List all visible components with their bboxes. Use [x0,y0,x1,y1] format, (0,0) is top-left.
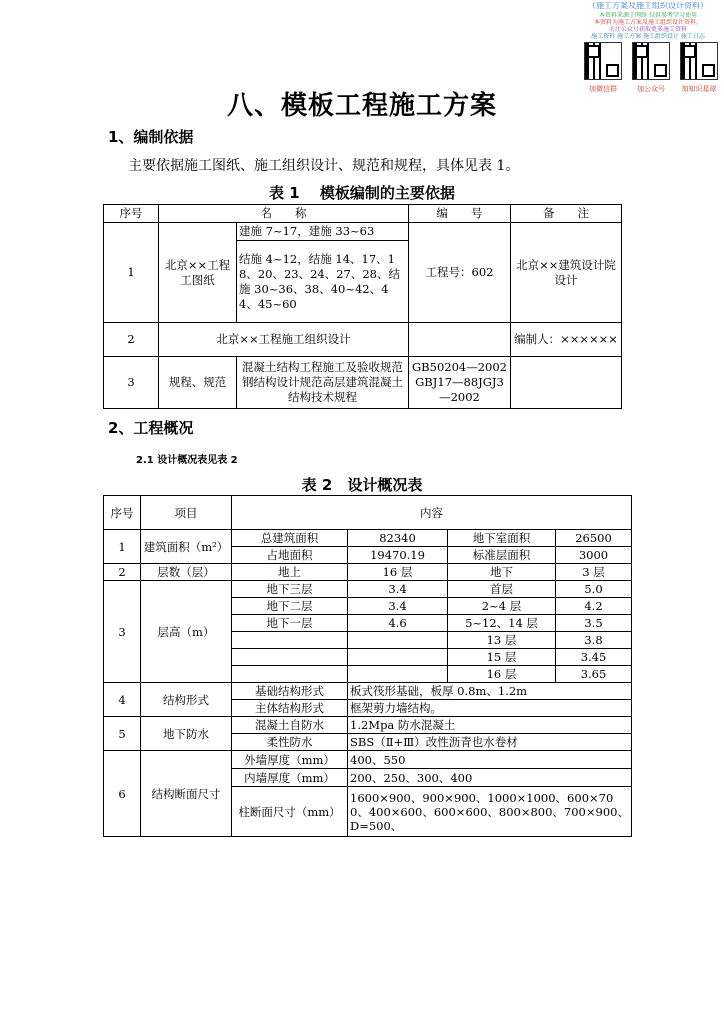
cell [232,649,348,666]
watermark-line: 本资料来源于网络 仅供参考学习使用 [599,12,697,19]
cell: 板式筏形基础，板厚 0.8m、1.2m [348,683,632,700]
table-header-row [104,496,632,530]
table1-caption: 表 1 模板编制的主要依据 [269,184,455,202]
cell: 层高（m） [141,581,232,683]
cell: 3.45 [556,649,632,666]
cell: 2~4 层 [448,598,556,615]
header-cell: 内容 [232,496,632,530]
cell [409,323,511,357]
cell: 1600×900、900×900、1000×1000、600×700、400×600、600×600、800×800、700×900、D=500、 [348,787,632,837]
cell [511,357,622,409]
cell: 1 [104,223,159,323]
cell: 16 层 [448,666,556,683]
cell: 框架剪力墙结构。 [348,700,632,717]
header-cell: 编 号 [409,205,511,223]
table2-caption: 表 2 设计概况表 [301,476,423,494]
section-heading-basis: 1、编制依据 [108,128,194,146]
cell: 3000 [556,547,632,564]
cell: 工程号：602 [409,223,511,323]
cell: 3.5 [556,615,632,632]
table-header-row [104,205,622,223]
cell: 规程、规范 [159,357,237,409]
cell: 柱断面尺寸（mm） [232,787,348,837]
qr-code-official-account[interactable] [632,42,670,80]
cell: 基础结构形式 [232,683,348,700]
watermark-line: （施工方案及施工组织设计资料） [588,2,708,9]
cell: 地下三层 [232,581,348,598]
cell: 3.4 [348,598,448,615]
cell: 混凝土结构工程施工及验收规范钢结构设计规范高层建筑混凝土结构技术规程 [237,357,409,409]
cell [348,649,448,666]
cell: 3 层 [556,564,632,581]
cell: 5 [104,717,141,751]
cell: GB50204—2002GBJ17—88JGJ3—2002 [409,357,511,409]
header-cell: 名 称 [159,205,409,223]
cell: 北京××建筑设计院设计 [511,223,622,323]
cell: 5.0 [556,581,632,598]
cell: 外墙厚度（mm） [232,751,348,769]
table-row [104,323,622,357]
cell: 4.2 [556,598,632,615]
table-row [104,581,632,598]
cell: 标准层面积 [448,547,556,564]
table-row [104,564,632,581]
cell [232,632,348,649]
header-cell: 序号 [104,496,141,530]
cell: 3 [104,581,141,683]
cell [348,666,448,683]
cell: 结施 4~12，结施 14、17、18、20、23、24、27、28、结施 30~36、38、40~42、44、45~60 [237,241,409,323]
cell: 地上 [232,564,348,581]
watermark-line: 施工资料 施工方案 施工组织设计 施工日志 [591,33,705,40]
table-row [104,223,622,241]
table-row [104,357,622,409]
document-title: 八、模板工程施工方案 [226,91,497,121]
table-row [104,751,632,769]
cell: 4.6 [348,615,448,632]
table-row [104,530,632,547]
cell [232,666,348,683]
cell: 地下室面积 [448,530,556,547]
basis-table [103,204,622,409]
qr-label: 加微信群 [589,85,617,93]
table-row [104,717,632,734]
cell: 2 [104,564,141,581]
cell: 5~12、14 层 [448,615,556,632]
cell: 编制人：×××××× [511,323,622,357]
cell: 地下二层 [232,598,348,615]
watermark-line: 关注公众号获取更多施工资料 [608,26,687,33]
cell: 15 层 [448,649,556,666]
cell: 结构形式 [141,683,232,717]
cell: 建施 7~17，建施 33~63 [237,223,409,241]
cell: 1 [104,530,141,564]
cell: 6 [104,751,141,837]
cell: 混凝土自防水 [232,717,348,734]
cell: 3.65 [556,666,632,683]
cell: 3.4 [348,581,448,598]
design-overview-table [103,495,632,837]
intro-paragraph: 主要依据施工图纸、施工组织设计、规范和规程，具体见表 1。 [128,158,520,174]
cell: 13 层 [448,632,556,649]
cell: 柔性防水 [232,734,348,751]
header-cell: 序号 [104,205,159,223]
cell: 占地面积 [232,547,348,564]
cell: 1.2Mpa 防水混凝土 [348,717,632,734]
qr-code-wechat-group[interactable] [584,42,622,80]
header-cell: 项目 [141,496,232,530]
cell: 结构断面尺寸 [141,751,232,837]
cell: 地下一层 [232,615,348,632]
cell: 2 [104,323,159,357]
cell: 16 层 [348,564,448,581]
cell: SBS（Ⅱ+Ⅲ）改性沥青也水卷材 [348,734,632,751]
cell: 地下 [448,564,556,581]
watermark-line: 本资料为施工方案及施工组织设计资料， [593,19,702,26]
subsection-heading: 2.1 设计概况表见表 2 [136,455,238,466]
cell: 3.8 [556,632,632,649]
qr-label: 加公众号 [637,85,665,93]
cell: 4 [104,683,141,717]
cell: 内墙厚度（mm） [232,769,348,787]
cell: 北京××工程施工组织设计 [159,323,409,357]
cell: 层数（层） [141,564,232,581]
cell: 北京××工程工图纸 [159,223,237,323]
cell: 总建筑面积 [232,530,348,547]
cell: 建筑面积（m²） [141,530,232,564]
qr-label: 加知识星球 [681,85,717,93]
table-row [104,683,632,700]
cell: 首层 [448,581,556,598]
cell: 19470.19 [348,547,448,564]
qr-code-knowledge-planet[interactable] [680,42,718,80]
cell: 主体结构形式 [232,700,348,717]
header-cell: 备 注 [511,205,622,223]
cell: 3 [104,357,159,409]
cell [348,632,448,649]
cell: 400、550 [348,751,632,769]
cell: 26500 [556,530,632,547]
section-heading-overview: 2、工程概况 [108,419,194,437]
cell: 200、250、300、400 [348,769,632,787]
cell: 地下防水 [141,717,232,751]
cell: 82340 [348,530,448,547]
